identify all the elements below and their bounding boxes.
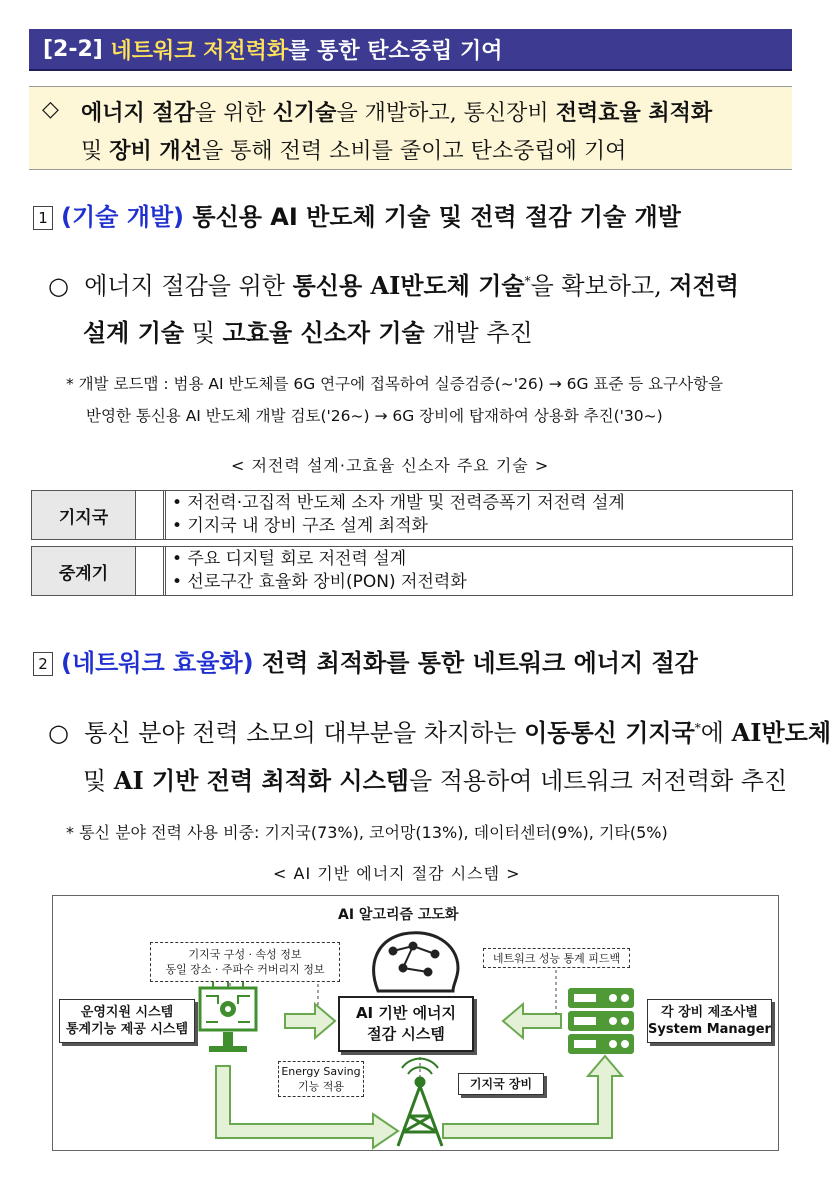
tech-table-label: 기지국 (32, 491, 136, 539)
section-1-note-line-1: * 개발 로드맵 : 범용 AI 반도체를 6G 연구에 접목하여 실증검증(~'26) → 6G 표준 등 요구사항을 (66, 375, 724, 393)
s2-text-4: 을 적용하여 네트워크 저전력화 추진 (408, 767, 788, 795)
s1-text-2: 을 확보하고, (530, 272, 670, 300)
summary-text-4: 을 통해 전력 소비를 줄이고 탄소중립에 기여 (201, 139, 627, 164)
s1-text-3: 및 (184, 319, 223, 347)
tech-table-items (172, 492, 625, 538)
station-info-line-2: 동일 장소 · 주파수 커버리지 정보 (165, 963, 325, 976)
tech-table-divider (136, 547, 166, 595)
sm-line-2: System Manager (648, 1022, 771, 1037)
ops-line-1: 운영지원 시스템 (80, 1005, 174, 1020)
section-1-bullet-line-2 (83, 313, 533, 348)
energy-line-1: Energy Saving (281, 1065, 361, 1078)
summary-emph-4: 장비 개선 (109, 138, 202, 164)
circle-bullet-icon: ○ (48, 272, 69, 300)
s2-emph-2: AI반도체 (731, 718, 831, 747)
s2-text-3: 및 (83, 767, 114, 795)
summary-text-2: 을 개발하고, 통신장비 (336, 101, 556, 126)
tech-table-divider (136, 491, 166, 539)
header-prefix: [2-2] (43, 36, 111, 62)
arrow-to-center (285, 1004, 335, 1038)
ai-energy-system-diagram (52, 895, 779, 1151)
section-1-tag: (기술 개발) (61, 203, 185, 231)
feedback-box (483, 948, 630, 968)
summary-line-2 (81, 134, 626, 165)
tech-table-row (31, 490, 793, 540)
tech-table-row (31, 546, 793, 596)
tech-table-item: • 선로구간 효율화 장비(PON) 저전력화 (172, 572, 467, 592)
circle-bullet-icon: ○ (48, 719, 69, 747)
energy-line-2: 기능 적용 (297, 1080, 344, 1093)
section-2-note: * 통신 분야 전력 사용 비중: 기지국(73%), 코어망(13%), 데이터센터(9%), 기타(5%) (66, 823, 668, 842)
s1-text-4: 개발 추진 (424, 319, 533, 347)
ops-line-2: 통계기능 제공 시스템 (65, 1022, 189, 1037)
ops-support-system-box (59, 999, 195, 1043)
energy-saving-box (278, 1061, 364, 1097)
diamond-icon: ◇ (42, 97, 59, 122)
section-2-title (33, 643, 698, 678)
center-line-2: 절감 시스템 (367, 1025, 445, 1043)
ai-energy-saving-system-box (338, 996, 474, 1052)
base-station-box (458, 1073, 544, 1095)
computer-circuit-icon (200, 976, 256, 1052)
s1-emph-3: 설계 기술 (83, 318, 185, 347)
station-info-box (150, 942, 340, 982)
center-line-1: AI 기반 에너지 (355, 1004, 457, 1022)
section-header-bar (29, 29, 792, 71)
system-manager-box (647, 999, 772, 1043)
summary-emph-1: 에너지 절감 (81, 100, 195, 126)
arrow-from-server (503, 1004, 561, 1038)
summary-emph-3: 전력효율 최적화 (555, 100, 713, 126)
s1-text: 에너지 절감을 위한 (84, 272, 293, 300)
section-2-bullet-line-1 (48, 713, 831, 748)
s2-emph-3: AI 기반 전력 최적화 시스템 (113, 766, 409, 795)
section-1-note-line-2: 반영한 통신용 AI 반도체 개발 검토('26~) → 6G 장비에 탑재하여 상용화 추진('30~) (86, 407, 663, 425)
s1-emph: 통신용 AI반도체 기술 (292, 271, 525, 300)
diagram-top-title: AI 알고리즘 고도화 (338, 907, 459, 923)
tech-table-items (172, 548, 467, 594)
base-station-label: 기지국 장비 (469, 1076, 533, 1091)
summary-box (29, 86, 792, 170)
summary-text-1: 을 위한 (194, 101, 273, 126)
s1-footnote-mark: * (524, 274, 531, 288)
section-2-caption: < AI 기반 에너지 절감 시스템 > (273, 864, 521, 883)
server-rack-icon (568, 988, 634, 1054)
section-2-bullet-line-2 (83, 761, 787, 796)
section-1-number: 1 (33, 206, 53, 230)
summary-text-3: 및 (81, 139, 110, 164)
s1-emph-2: 저전력 (669, 271, 739, 300)
section-2-number: 2 (33, 652, 53, 676)
summary-line-1 (81, 96, 712, 127)
sm-line-1: 각 장비 제조사별 (661, 1005, 758, 1020)
s1-emph-4: 고효율 신소자 기술 (222, 318, 425, 347)
s2-text-2: 에 (700, 719, 732, 747)
header-suffix: 를 통한 탄소중립 기여 (288, 38, 503, 64)
ai-head-icon (374, 933, 458, 991)
header-highlight: 네트워크 저전력화 (110, 38, 289, 64)
flow-arrow-to-server (443, 1056, 622, 1138)
tech-table-item: • 주요 디지털 회로 저전력 설계 (172, 549, 407, 569)
tech-table-item: • 기지국 내 장비 구조 설계 최적화 (172, 516, 428, 536)
station-info-line-1: 기지국 구성 · 속성 정보 (188, 948, 302, 961)
section-2-tag: (네트워크 효율화) (61, 649, 254, 677)
section-2-heading: 전력 최적화를 통한 네트워크 에너지 절감 (253, 649, 698, 677)
section-1-caption: < 저전력 설계·고효율 신소자 주요 기술 > (231, 456, 550, 475)
feedback-label: 네트워크 성능 통계 피드백 (492, 951, 621, 965)
s2-emph: 이동통신 기지국 (524, 718, 695, 747)
section-1-title (33, 197, 681, 232)
section-1-heading: 통신용 AI 반도체 기술 및 전력 절감 기술 개발 (184, 203, 681, 231)
s2-text: 통신 분야 전력 소모의 대부분을 차지하는 (84, 719, 525, 747)
tech-table-label: 중계기 (32, 547, 136, 595)
s2-footnote-mark: * (694, 721, 701, 735)
tech-table-item: • 저전력·고집적 반도체 소자 개발 및 전력증폭기 저전력 설계 (172, 493, 625, 513)
summary-emph-2: 신기술 (272, 100, 337, 126)
section-1-bullet-line-1 (48, 266, 739, 301)
